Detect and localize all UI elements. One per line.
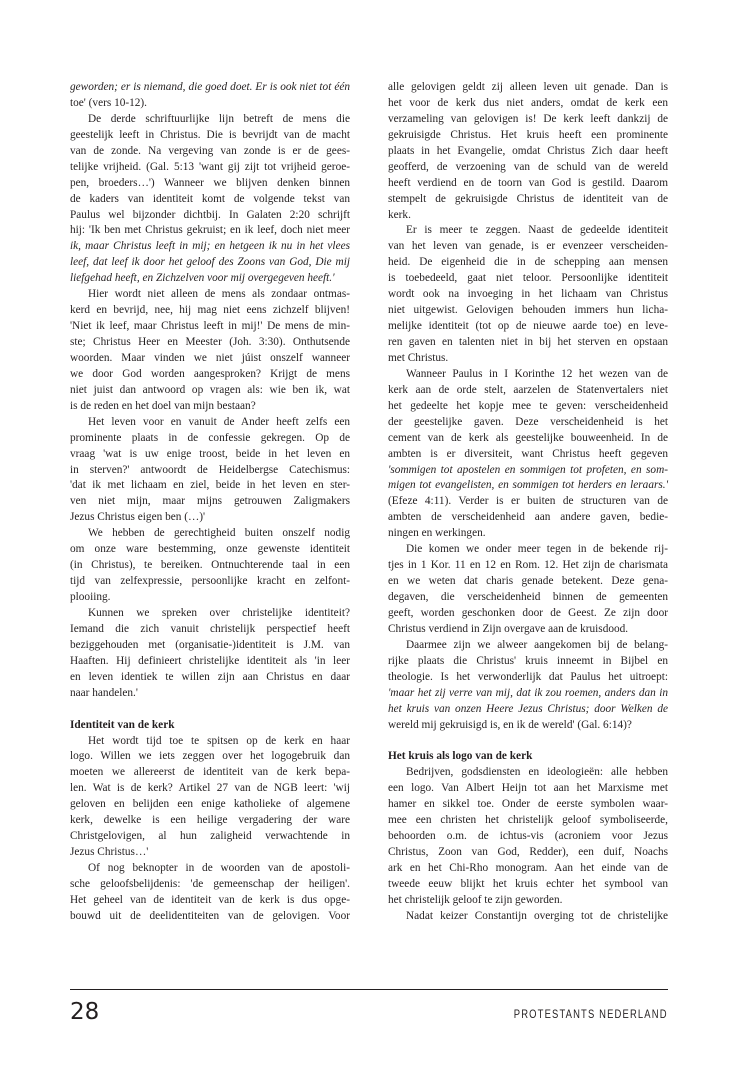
text-line: tijd van zelfexpressie, persoonlijke kracht en zelfont- [70,575,350,588]
text-line: niet juist dan antwoord op vragen als: wie ben ik, wat [70,383,350,396]
text-line: is de reden en het doel van mijn bestaan? [70,399,256,412]
text-line: Christus verdiend in Zijn overgave aan de kruisdood. [388,622,629,635]
text-line: niet uitgewist. Gelovigen behouden immers hun licha- [388,304,668,317]
text-line: 'Niet ik leef, maar Christus leeft in mij!' De mens de min- [70,320,350,333]
text-line: Of nog beknopter in de woorden van de apostoli- [88,862,350,874]
text-line: verzameling van gelovigen is! De kerk leeft dankzij de [388,112,668,125]
text-line: rijke plaats die Christus' kruis inneemt in Bijbel en [388,654,668,667]
text-line: hij: 'Ik ben met Christus gekruist; en ik leef, doch niet meer [70,224,350,237]
text-line: plooiing. [70,591,111,603]
text-line: liefgehad heeft, en Zichzelven voor mij overgegeven heeft.' [70,272,335,285]
text-line: bouwd uit de deelidentiteiten van de gelovigen. Voor [70,909,350,922]
text-line: Daarmee zijn we alweer aangekomen bij de belang- [406,638,668,651]
text-line: ren gaven en talenten niet in bij het sterven en opstaan [388,336,668,348]
section-heading: Identiteit van de kerk [70,718,175,731]
publication-name: PROTESTANTS NEDERLAND [514,1009,668,1021]
text-line: de kaders van identiteit komt de volgende tekst van [70,192,350,205]
text-line: Haaften. Hij definieert christelijke identiteit als 'in leer [70,654,350,667]
text-line: een logo. Van Albert Heijn tot aan het Marxisme met [388,782,668,795]
text-line: om onze ware bestemming, onze gewenste identiteit [70,543,350,556]
text-line: We hebben de gerechtigheid buiten onszelf nodig [88,527,350,540]
text-line: ik, maar Christus leeft in mij; en hetgeen ik nu in het vlees [70,240,350,253]
text-line: 'dat ik met lichaam en ziel, beide in het leven en ster- [70,479,350,492]
text-line: Iemand die zich vanuit christelijk perspectief heeft [70,622,350,635]
text-line: (in Christus), te bereiken. Ontnuchterende taal in een [70,559,350,572]
text-line: het kruis van onzen Heere Jezus Christus; door Welken de [388,702,668,715]
footer-rule [70,989,668,990]
text-line: en we weten dat charis genade betekent. Deze gena- [388,575,668,588]
text-line: ven niet mijn, maar mijns getrouwen Zaligmakers [70,495,350,508]
text-line: 'maar het zij verre van mij, dat ik zou roemen, anders dan in [388,686,668,699]
text-line: naar handelen.' [70,686,138,699]
section-heading: Het kruis als logo van de kerk [388,750,533,763]
text-line: tjes in 1 Kor. 11 en 12 en Rom. 12. Het zijn de charismata [388,559,668,572]
text-line: alle gelovigen geldt zij alleen leven uit genade. Dan is [388,81,668,93]
text-line: vraag 'wat is uw enige troost, beide in het leven en [70,447,350,460]
text-line: we door God worden aangesproken? Krijgt de mens [70,367,350,380]
text-line: len. Wat is de kerk? Artikel 27 van de NGB leert: 'wij [70,782,350,795]
text-line: geestelijk leeft in Christus. Die is bevrijdt van de macht [70,128,350,141]
text-line: cement van de kerk als geestelijke bouweenheid. In de [388,431,668,444]
text-line: pen, broeders…') Wanneer we blijven denken binnen [70,176,350,189]
text-line: het voor de kerk dus niet anders, omdat de kerk een [388,96,668,109]
text-line: geloven en belijden een enige katholieke of algemene [70,798,350,811]
text-line: in sterven?' antwoordt de Heidelbergse Catechismus: [70,463,350,476]
page-number: 28 [70,999,100,1025]
text-line: Het wordt tijd toe te spitsen op de kerk en haar [88,734,350,747]
text-line: Jezus Christus…' [70,846,149,859]
right-column [388,80,668,925]
text-line: toe' (vers 10-12). [70,96,148,109]
text-line: gekruisigde Christus. Het kruis heeft een prominente [388,128,668,141]
text-line: Paulus wel bijzonder dichtbij. In Galaten 2:20 schrijft [70,208,350,221]
left-column [70,80,350,925]
text-line: Die komen we onder meer tegen in de bekende rij- [406,543,668,556]
text-line: ste; Christus Heer en Meester (Joh. 3:30). Onthutsende [70,336,350,348]
text-line: degaven, die verscheidenheid binnen de gemeenten [388,591,668,603]
text-line: ark en het Chi-Rho monogram. Aan het einde van de [388,862,668,874]
text-line: Hier wordt niet alleen de mens als zondaar ontmas- [88,288,350,301]
text-line: wereld mij gekruisigd is, en ik de wereld' (Gal. 6:14)? [388,718,632,731]
text-line: kerd en bevrijd, nee, hij mag niet eens zichzelf blijven! [70,304,350,317]
text-line: sche geloofsbelijdenis: 'de gemeenschap der heiligen'. [70,877,350,890]
text-line: kerk, dewelke is een heilige vergadering der ware [70,814,350,827]
text-line: met Christus. [388,351,449,364]
text-line: wordt ook na invoeging in het lichaam van Christus [388,288,668,301]
text-line: kerk aan de orde stelt, aarzelen de Statenvertalers niet [388,383,668,396]
text-line: het christelijk geloof te zijn geworden. [388,893,563,906]
text-line: moeten we allereerst de identiteit van de kerk bepa- [70,766,350,779]
text-line: geeft, worden geschonken door de Geest. Ze zijn door [388,606,668,619]
text-line: theologie. Is het verwonderlijk dat Paulus het uitroept: [388,670,668,683]
text-line: migen tot evangelisten, en sommigen tot herders en leraars.' [388,479,668,492]
text-line: ambten de verscheidenheid aan andere gaven, bedie- [388,511,668,524]
text-line: Kunnen we spreken over christelijke identiteit? [88,606,350,619]
text-line: Jezus Christus eigen ben (…)' [70,511,206,524]
text-line: en leven identiek te willen zijn aan Christus en daar [70,670,350,683]
text-line: is toebedeeld, gaat niet teloor. Persoonlijke identiteit [388,272,668,285]
text-line: Christus, Zoon van God, Redder), een duif, Noachs [388,846,668,859]
text-line: ambten is er diversiteit, want Christus heeft gegeven [388,447,668,460]
text-line: Wanneer Paulus in I Korinthe 12 het wezen van de [406,367,668,380]
text-line: heeft verdiend en de toorn van God is gestild. Daarom [388,176,668,189]
text-line: hamer en sikkel toe. Onder de eerste symbolen waar- [388,798,668,811]
text-line: melijke identiteit (tot op de nieuwe aarde toe) en leve- [388,320,668,333]
text-line: kerk. [388,208,411,221]
text-line: 'sommigen tot apostelen en sommigen tot profeten, en som- [388,463,668,476]
text-line: Christgelovigen, al hun zaligheid verwachtende in [70,830,350,843]
text-line: leef, dat leef ik door het geloof des Zoons van God, Die mij [70,256,350,269]
text-line: van de zonde. Na vergeving van zonde is er de gees- [70,144,350,157]
text-line: Er is meer te zeggen. Naast de gedeelde identiteit [406,224,668,237]
text-line: ningen en werkingen. [388,527,486,540]
text-line: heid. De eigenheid die in de schepping aan mensen [388,256,668,269]
text-line: plaats in het Evangelie, omdat Christus Zich daar heeft [388,144,668,157]
text-line: De derde schriftuurlijke lijn betreft de mens die [88,112,350,125]
text-line: der geestelijke gaven. Deze verscheidenheid is het [388,415,668,428]
text-line: beziggehouden met (organisatie-)identiteit is J.M. van [70,638,350,651]
text-line: het gedeelte het kopje mee te geven: verscheidenheid [388,399,668,412]
text-line: telijke vrijheid. (Gal. 5:13 'want gij zijt tot vrijheid geroe- [70,160,350,173]
text-line: (Efeze 4:11). Verder is er buiten de structuren van de [388,495,668,508]
text-line: woorden. Maar vinden we niet júist onszelf wanneer [70,351,350,364]
text-line: Het leven voor en vanuit de Ander heeft zelfs een [88,415,350,428]
text-line: logo. Willen we iets zeggen over het logogebruik dan [70,750,350,763]
text-line: behoorden o.m. de ichtus-vis (acroniem voor Jezus [388,830,668,843]
text-line: geofferd, de verzoening van de schuld van de wereld [388,160,668,173]
text-line: Bedrijven, godsdiensten en ideologieën: alle hebben [406,766,668,779]
text-line: stempelt de gekruisigde Christus de identiteit van de [388,192,668,205]
text-line: van het leven van genade, is er evenzeer verscheiden- [388,240,668,253]
text-line: Nadat keizer Constantijn overging tot de christelijke [406,909,668,922]
text-line: Het geheel van de identiteit van de kerk is dus opge- [70,893,350,906]
text-line: geworden; er is niemand, die goed doet. Er is ook niet tot één [70,81,350,93]
text-line: mee een christen het christelijk geloof symboliseerde, [388,814,668,827]
text-line: prominente plaats in de confessie gekregen. Op de [70,431,350,444]
text-line: tweede eeuw blijkt het kruis echter het symbool van [388,877,668,890]
